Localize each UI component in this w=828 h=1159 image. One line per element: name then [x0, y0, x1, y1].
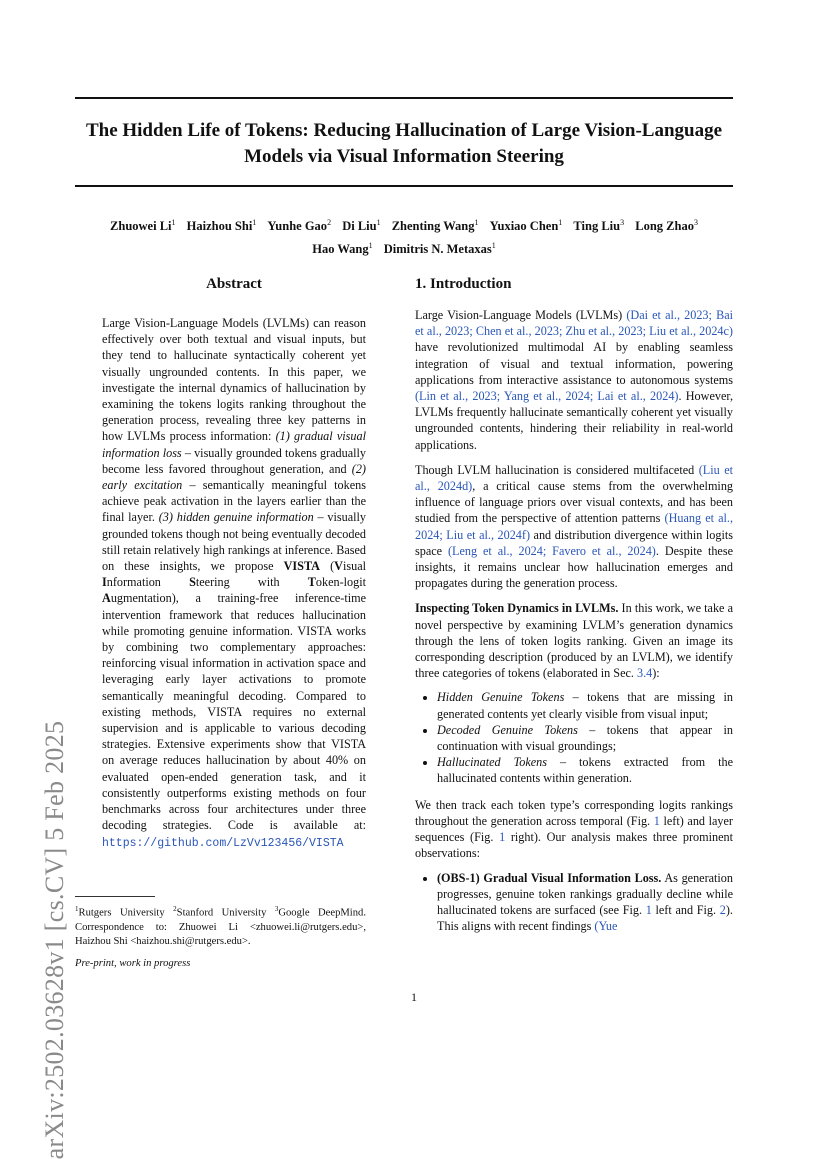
top-rule [75, 97, 733, 99]
list-item: • (OBS-1) Gradual Visual Information Loss. As generation progresses, genuine token rankings gradually decline while hallucinated tokens are surfaced (see Fig. 1 left and Fig. 2). This aligns with recent findings (Yue [437, 870, 733, 935]
author: Zhuowei Li$^1$ [110, 218, 176, 234]
abstract-text: Large Vision-Language Models (LVLMs) can reason effectively over both textual and visual inputs, but they tend to hallucinate syntactically coherent yet visually ungrounded contents. In this paper, we investigate the internal dynamics of hallucination by examining the tokens logits ranking throughout the generation process, revealing three key patterns in how LVLMs process information: (1) gradual visual information loss – visually grounded tokens gradually become less favored throughout generation, and (2) early excitation – semantically meaningful tokens achieve peak activation in the layers earlier than the final layer. (3) hidden genuine information – visually grounded tokens though not being eventually decoded still retain relatively high rankings at inference. Based on these insights, we propose VISTA (Visual Information Steering with Token-logit Augmentation), a training-free inference-time intervention framework that reduces hallucination while promoting genuine information. VISTA works by combining two complementary approaches: reinforcing visual information in activation space and leveraging early layer activations to promote semantically meaningful decoding. Compared to existing methods, VISTA requires no external supervision and is applicable to various decoding strategies. Extensive experiments show that VISTA on average reduces hallucination by about 40% on evaluated open-ended generation task, and it consistently outperforms existing methods on four benchmarks across four architectures under three decoding strategies. Code is available at: https://github.com/LzVv123456/VISTA [102, 316, 367, 850]
list-item: • Hallucinated Tokens – tokens extracted from the hallucinated contents within generation. [437, 754, 733, 786]
figure-ref-link[interactable]: 1 [499, 830, 506, 845]
token-category-list [415, 689, 733, 786]
section-ref-link[interactable]: 3.4 [637, 666, 653, 681]
intro-paragraph-2: Though LVLM hallucination is considered multifaceted (Liu et al., 2024d), a critical cause stems from the overwhelming influence of language priors over visual contexts, and has been studied from the perspective of attention patterns (Huang et al., 2024; Liu et al., 2024f) and distribution divergence within logits space (Leng et al., 2024; Favero et al., 2024). Despite these insights, it remains unclear how hallucination emerges and propagates during the generation process. [415, 462, 734, 591]
figure-ref-link[interactable]: 2 [719, 902, 726, 917]
observation-list [415, 870, 733, 935]
figure-ref-link[interactable]: 1 [645, 902, 652, 917]
intro-paragraph-3: Inspecting Token Dynamics in LVLMs. In this work, we take a novel perspective by examining LVLM’s generation dynamics through the lens of token logits ranking. Given an image its corresponding description (produced by an LVLM), we identify three categories of tokens (elaborated in Sec. 3.4): [415, 601, 733, 681]
page-number: 1 [411, 990, 417, 1004]
paper-title: The Hidden Life of Tokens: Reducing Hallucination of Large Vision-Language Models via Visual Information Steering [85, 120, 723, 167]
author: Haizhou Shi$^1$ [186, 218, 257, 234]
list-item: • Hidden Genuine Tokens – tokens that are missing in generated contents yet clearly visible from visual input; [437, 689, 733, 721]
citation-link[interactable]: (Huang et al., 2024; Liu et al., 2024f) [415, 511, 733, 542]
code-link[interactable]: https://github.com/LzVv123456/VISTA [102, 836, 344, 850]
author: Hao Wang$^1$ [312, 241, 373, 257]
citation-link[interactable]: (Liu et al., 2024d) [415, 462, 734, 494]
author: Long Zhao$^3$ [635, 218, 698, 234]
author: Dimitris N. Metaxas$^1$ [383, 241, 496, 257]
preprint-note: Pre-print, work in progress [75, 958, 191, 969]
citation-link[interactable]: (Lin et al., 2023; Yang et al., 2024; Lai et al., 2024) [415, 389, 679, 404]
author: Zhenting Wang$^1$ [391, 218, 479, 234]
introduction-heading: 1. Introduction [415, 276, 512, 292]
abstract-section [102, 276, 366, 852]
footnote-rule [75, 896, 155, 897]
figure-ref-link[interactable]: 1 [653, 813, 660, 828]
citation-link[interactable]: (Yue [594, 919, 618, 934]
affiliation-footnote: $^1$Rutgers University $^2$Stanford University $^3$Google DeepMind. Correspondence to: Zhuowei Li <zhuowei.li@rutgers.edu>, Haizhou Shi <haizhou.shi@rutgers.edu>. [75, 905, 366, 947]
citation-link[interactable]: (Leng et al., 2024; Favero et al., 2024) [447, 543, 656, 558]
author: Di Liu$^1$ [342, 218, 381, 234]
author: Yuxiao Chen$^1$ [489, 218, 563, 234]
abstract-heading: Abstract [206, 276, 262, 292]
intro-paragraph-4: We then track each token type’s corresponding logits rankings throughout the generation across temporal (Fig. 1 left) and layer sequences (Fig. 1 right). Our analysis makes three prominent observations: [415, 797, 733, 861]
introduction-section [415, 276, 733, 934]
author: Ting Liu$^3$ [573, 218, 625, 234]
list-item: • Decoded Genuine Tokens – tokens that appear in continuation with visual groundings; [437, 722, 733, 754]
title-bottom-rule [75, 185, 733, 187]
arxiv-stamp: arXiv:2502.03628v1 [cs.CV] 5 Feb 2025 [40, 720, 69, 1159]
author: Yunhe Gao$^2$ [267, 218, 332, 234]
citation-link[interactable]: (Dai et al., 2023; Bai et al., 2023; Chen et al., 2023; Zhu et al., 2023; Liu et al., 2024c) [415, 308, 733, 339]
intro-paragraph-1: Large Vision-Language Models (LVLMs) (Dai et al., 2023; Bai et al., 2023; Chen et al., 2023; Zhu et al., 2023; Liu et al., 2024c) have revolutionized multimodal AI by enabling seamless integration of visual and textual information, powering applications from interactive assistance to autonomous systems (Lin et al., 2023; Yang et al., 2024; Lai et al., 2024). However, LVLMs frequently hallucinate semantically coherent yet visually ungrounded contents, hindering their reliability in real-world applications. [415, 308, 733, 452]
author-list [75, 213, 733, 259]
